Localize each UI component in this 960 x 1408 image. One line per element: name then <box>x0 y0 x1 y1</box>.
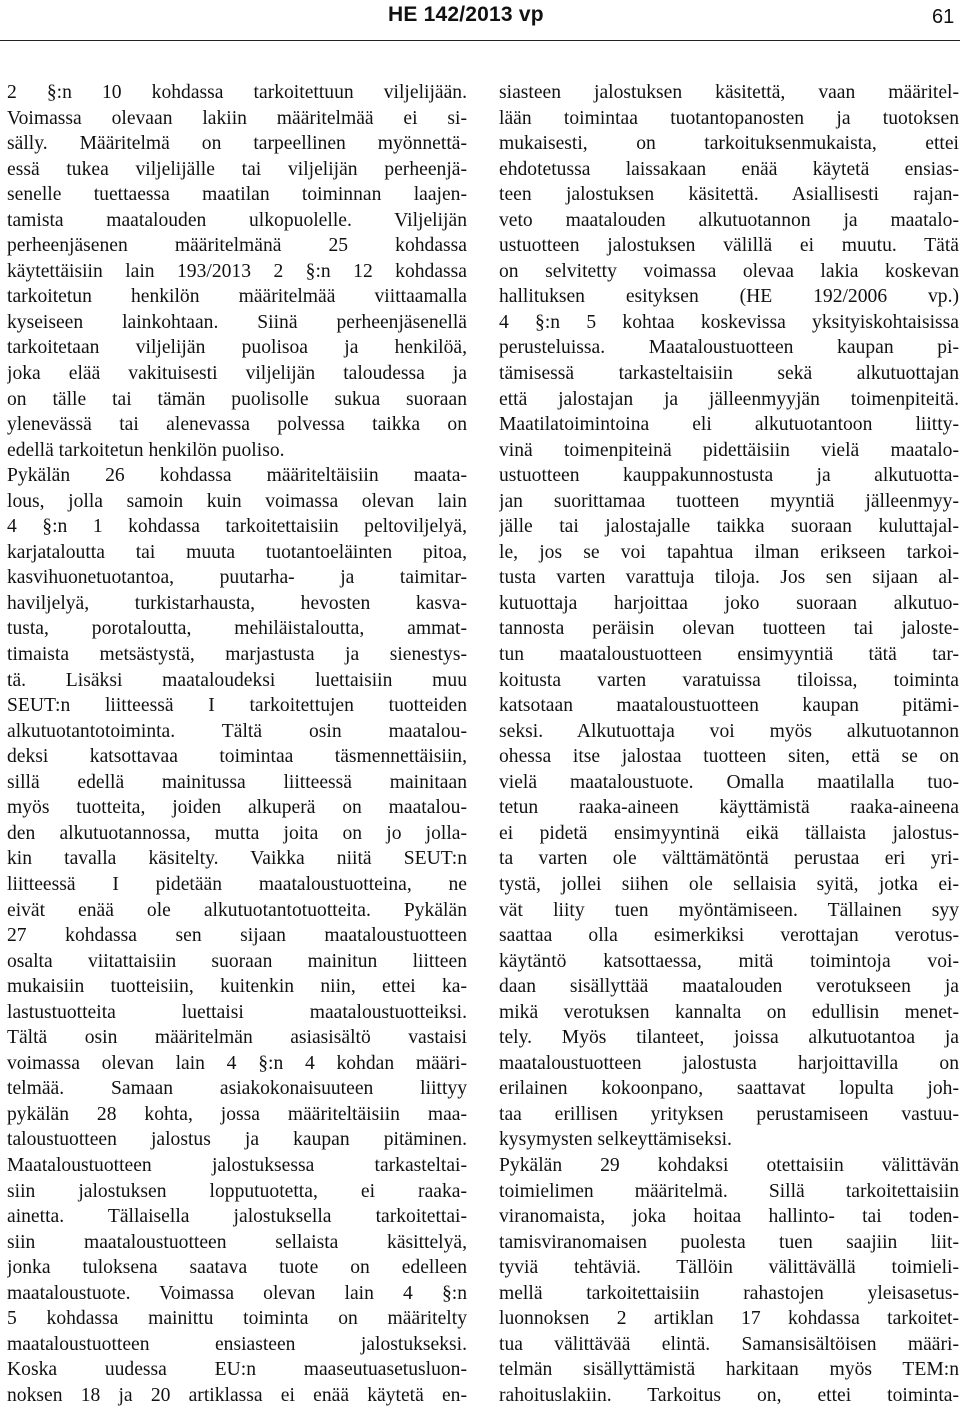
text-line: maataloustuote. Voimassa olevan lain 4 §:n <box>7 1282 467 1304</box>
text-line: tua välittävää elintä. Samansisältöisen määri- <box>499 1333 959 1355</box>
text-line: veto maatalouden alkutuotannon ja maatalo- <box>499 209 959 231</box>
text-line: perheenjäsenen määritelmänä 25 kohdassa <box>7 235 467 257</box>
text-line: koitusta varten varatuissa tiloissa, toiminta <box>499 669 959 691</box>
text-line: daan sisällyttää maatalouden verotukseen ja <box>499 976 959 998</box>
text-line: kyseiseen lainkohtaan. Siinä perheenjäsenellä <box>7 311 467 333</box>
text-line: siin jalostuksen lopputuotetta, ei raaka- <box>7 1180 467 1202</box>
text-line: perusteluissa. Maataloustuotteen kaupan pi- <box>499 337 959 359</box>
text-line: ainetta. Tällaisella jalostuksella tarkoitettai- <box>7 1206 467 1228</box>
text-line: mukaisesti, on tarkoituksenmukaista, ettei <box>499 133 959 155</box>
text-line: essä tukea viljelijälle tai viljelijän perheenjä- <box>7 158 467 180</box>
text-line: ehdotetussa laissakaan enää käytetä ensias- <box>499 158 959 180</box>
text-line: lastustuotteita luettaisi maataloustuotteiksi. <box>7 1001 467 1023</box>
text-line: hallituksen esityksen (HE 192/2006 vp.) <box>499 286 959 308</box>
text-line: ei pidetä ensimyyntinä eikä tällaista jalostus- <box>499 822 959 844</box>
text-line: alkutuotantotoiminta. Tältä osin maatalou- <box>7 720 467 742</box>
text-line: karjataloutta tai muuta tuotantoeläinten pitoa, <box>7 541 467 563</box>
text-line: tannosta peräisin olevan tuotteen tai jaloste- <box>499 618 959 640</box>
text-line: lään toimintaa tuotantopanosten ja tuotoksen <box>499 107 959 129</box>
text-line: ylenevässä tai alenevassa polvessa taikka on <box>7 414 467 436</box>
text-line: teen jalostuksen käsitettä. Asiallisesti rajan- <box>499 184 959 206</box>
text-line: tetun raaka-aineen käyttämistä raaka-aineena <box>499 797 959 819</box>
text-line: timaista metsästystä, marjastusta ja sienestys- <box>7 644 467 666</box>
text-line: den alkutuotannossa, mutta joita on jo jolla- <box>7 822 467 844</box>
text-line: tamista maatalouden ulkopuolelle. Viljelijän <box>7 209 467 231</box>
text-line: SEUT:n liitteessä I tarkoitettujen tuotteiden <box>7 695 467 717</box>
text-line: Koska uudessa EU:n maaseutuasetusluon- <box>7 1359 467 1381</box>
text-line: taloustuotteen jalostus ja kaupan pitäminen. <box>7 1129 467 1151</box>
text-line: myös tuotteita, joiden alkuperä on maatalou- <box>7 797 467 819</box>
text-line: telmän sisällyttämistä harkitaan myös TEM:n <box>499 1359 959 1381</box>
text-line: siin maataloustuotteen sellaista käsittelyä, <box>7 1231 467 1253</box>
text-line: Tältä osin määritelmän asiasisältö vastaisi <box>7 1027 467 1049</box>
text-line: on tälle tai tämän puolisolle sukua suoraan <box>7 388 467 410</box>
text-line: lous, jolla samoin kuin voimassa olevan lain <box>7 490 467 512</box>
text-line: senelle tuettaessa maatilan toiminnan laajen- <box>7 184 467 206</box>
text-line: joka elää vakituisesti viljelijän taloudessa ja <box>7 363 467 385</box>
text-line: ustuotteen jalostuksen välillä ei muutu. Tätä <box>499 235 959 257</box>
text-line: siasteen jalostuksen käsitettä, vaan määritel- <box>499 82 959 103</box>
text-line: ustuotteen kauppakunnostusta ja alkutuotta- <box>499 465 959 487</box>
text-line: jan suorittamaa tuotteen myyntiä jälleenmyy- <box>499 490 959 512</box>
text-line: sillä edellä mainitussa liitteessä mainitaan <box>7 771 467 793</box>
text-line: eivät enää ole alkutuotantotuotteita. Pykälän <box>7 899 467 921</box>
page-header <box>0 0 960 40</box>
text-line: le, jos se voi tapahtua ilman erikseen tarkoi- <box>499 541 959 563</box>
text-line: 27 kohdassa sen sijaan maataloustuotteen <box>7 925 467 947</box>
text-line: käytettäisiin lain 193/2013 2 §:n 12 kohdassa <box>7 260 467 282</box>
text-line: rahoituslakiin. Tarkoitus on, ettei toiminta- <box>499 1384 959 1406</box>
text-line: jälle tai jalostajalle taikka suoraan kuluttajal- <box>499 516 959 538</box>
text-line: mellä tarkoitettaisiin rahastojen yleisasetus- <box>499 1282 959 1304</box>
text-line: jonka tuloksena saatava tuote on edelleen <box>7 1257 467 1279</box>
text-line: sälly. Määritelmä on tarpeellinen myönnettä- <box>7 133 467 155</box>
text-line: vinä toimenpiteinä pidettäisiin vielä maatalo- <box>499 439 959 461</box>
text-line: viranomaista, joka hoitaa hallinto- tai toden- <box>499 1206 959 1228</box>
text-line: 4 §:n 5 kohtaa koskevissa yksityiskohtaisissa <box>499 311 959 333</box>
text-line: edellä tarkoitetun henkilön puoliso. <box>7 439 285 461</box>
text-line: mukaisiin tuotteisiin, kuitenkin niin, ettei ka- <box>7 976 467 998</box>
text-line: Voimassa olevaan lakiin määritelmää ei si- <box>7 107 467 129</box>
text-line: on selvitetty voimassa olevaa lakia koskevan <box>499 260 959 282</box>
text-line: tämisessä tarkasteltaisiin sekä alkutuottajan <box>499 363 959 385</box>
text-line: maataloustuotteen jalostusta harjoittavilla on <box>499 1052 959 1074</box>
text-line: tun maataloustuotteen ensimyyntiä tätä tar- <box>499 644 959 666</box>
text-line: katsotaan maataloustuotteen kaupan pitämi- <box>499 695 959 717</box>
text-line: voimassa olevan lain 4 §:n 4 kohdan määri- <box>7 1052 467 1074</box>
text-line: 5 kohdassa mainittu toiminta on määritelty <box>7 1308 467 1330</box>
text-line: seksi. Alkutuottaja voi myös alkutuotannon <box>499 720 959 742</box>
text-line: ohessa itse jalostaa tuotteen siten, että se on <box>499 746 959 768</box>
page-number: 61 <box>932 6 955 28</box>
text-line: Pykälän 26 kohdassa määriteltäisiin maata- <box>7 465 467 487</box>
text-line: deksi katsottavaa toimintaa täsmennettäisiin, <box>7 746 467 768</box>
text-line: tarkoitetun henkilön määritelmää viittaamalla <box>7 286 467 308</box>
text-line: kasvihuonetuotantoa, puutarha- ja taimitar- <box>7 567 467 589</box>
text-line: kin tavalla käsitelty. Vaikka niitä SEUT:n <box>7 848 467 870</box>
left-text-column <box>7 80 467 1408</box>
text-line: erilainen kokoonpano, saattavat lopulta joh- <box>499 1078 959 1100</box>
text-line: vät liity tuen myöntämiseen. Tällainen syy <box>499 899 959 921</box>
text-line: että jalostajan ja jälleenmyyjän toimenpiteitä. <box>499 388 959 410</box>
text-line: kysymysten selkeyttämiseksi. <box>499 1129 732 1151</box>
text-line: pykälän 28 kohta, jossa määriteltäisiin maa- <box>7 1103 467 1125</box>
right-text-column <box>499 80 959 1408</box>
text-line: 4 §:n 1 kohdassa tarkoitettaisiin peltoviljelyä, <box>7 516 467 538</box>
text-line: tusta, porotaloutta, mehiläistaloutta, ammat- <box>7 618 467 640</box>
text-line: toimielimen määritelmä. Sillä tarkoitettaisiin <box>499 1180 959 1202</box>
text-line: kutuottaja harjoittaa joko suoraan alkutuo- <box>499 592 959 614</box>
text-line: ta varten ole välttämätöntä perustaa eri yri- <box>499 848 959 870</box>
text-line: tusta varten varattuja tiloja. Jos sen sijaan al- <box>499 567 959 589</box>
text-line: osalta viitattaisiin suoraan mainitun liitteen <box>7 950 467 972</box>
text-line: Maatilatoimintoina eli alkutuotantoon liitty- <box>499 414 959 436</box>
text-line: telmää. Samaan asiakokonaisuuteen liittyy <box>7 1078 467 1100</box>
text-line: Maataloustuotteen jalostuksessa tarkasteltai- <box>7 1154 467 1176</box>
text-line: tamisviranomaisen puolesta tuen saajiin liit- <box>499 1231 959 1253</box>
text-line: noksen 18 ja 20 artiklassa ei enää käytetä en- <box>7 1384 467 1406</box>
header-divider <box>0 40 960 41</box>
text-line: maataloustuotteen ensiasteen jalostukseksi. <box>7 1333 467 1355</box>
text-line: liitteessä I pidetään maataloustuotteina, ne <box>7 873 467 895</box>
text-line: saattaa olla esimerkiksi verottajan verotus- <box>499 925 959 947</box>
text-line: haviljelyä, turkistarhausta, hevosten kasva- <box>7 592 467 614</box>
text-line: tystä, jollei siihen ole sellaisia syitä, jotka ei- <box>499 873 959 895</box>
text-line: tä. Lisäksi maataloudeksi luettaisiin muu <box>7 669 467 691</box>
text-line: käytäntö katsottaessa, mitä toimintoja voi- <box>499 950 959 972</box>
document-reference: HE 142/2013 vp <box>388 3 544 26</box>
text-line: 2 §:n 10 kohdassa tarkoitettuun viljelijään. <box>7 82 467 103</box>
text-line: luonnoksen 2 artiklan 17 kohdassa tarkoitet- <box>499 1308 959 1330</box>
text-line: vielä maataloustuote. Omalla maatilalla tuo- <box>499 771 959 793</box>
text-line: tarkoitetaan viljelijän puolisoa ja henkilöä, <box>7 337 467 359</box>
text-line: mikä verotuksen kannalta on edullisin menet- <box>499 1001 959 1023</box>
text-line: tyviä tehtäviä. Tällöin välittävällä toimieli- <box>499 1257 959 1279</box>
text-line: taa erillisen yrityksen perustamiseen vastuu- <box>499 1103 959 1125</box>
text-line: Pykälän 29 kohdaksi otettaisiin välittävän <box>499 1154 959 1176</box>
text-line: tely. Myös tilanteet, joissa alkutuotantoa ja <box>499 1027 959 1049</box>
